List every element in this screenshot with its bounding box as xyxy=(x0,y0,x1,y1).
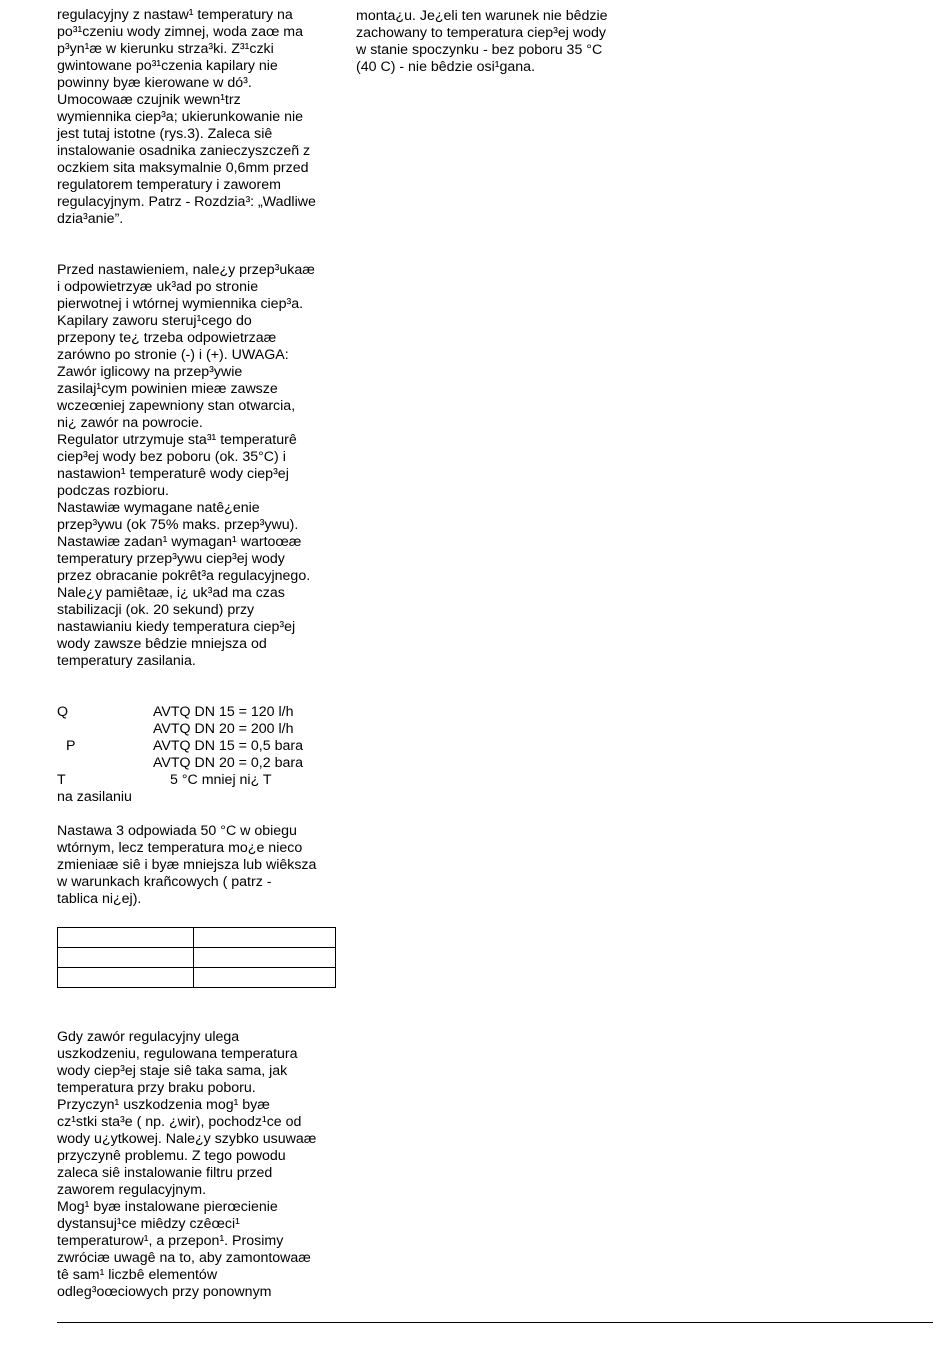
settings-table xyxy=(57,927,336,988)
text-line: (40 C) - nie bêdzie osi¹gana. xyxy=(356,59,536,75)
text-line: instalowanie osadnika zanieczyszczeñ z xyxy=(57,143,311,159)
table-row xyxy=(58,968,336,988)
text-line: Zawór iglicowy na przep³ywie xyxy=(57,364,243,380)
text-line: w stanie spoczynku - bez poboru 35 °C xyxy=(356,42,603,58)
text-line: jest tutaj istotne (rys.3). Zaleca siê xyxy=(57,126,273,142)
specifications xyxy=(57,704,342,806)
spec-label-t: T xyxy=(57,772,66,788)
left-column xyxy=(57,7,342,1301)
text-line: Kapilary zaworu steruj¹cego do xyxy=(57,313,252,329)
text-line: regulacyjnym. Patrz - Rozdzia³: „Wadliwe xyxy=(57,194,316,210)
text-line: zasilaj¹cym powinien mieæ zawsze xyxy=(57,381,278,397)
text-line: wody u¿ytkowej. Nale¿y szybko usuwaæ xyxy=(57,1131,317,1147)
text-line: odleg³oœciowych przy ponownym xyxy=(57,1284,272,1300)
table-cell xyxy=(194,928,336,948)
text-line: Nastawiæ wymagane natê¿enie xyxy=(57,500,260,516)
spec-row-t-note xyxy=(57,789,342,806)
text-line: zmieniaæ siê i byæ mniejsza lub wiêksza xyxy=(57,857,317,873)
text-line: przyczynê problemu. Z tego powodu xyxy=(57,1148,286,1164)
spec-value: AVTQ DN 20 = 200 l/h xyxy=(153,721,294,737)
spacer xyxy=(57,908,342,927)
table-cell xyxy=(194,948,336,968)
spec-note: na zasilaniu xyxy=(57,789,132,805)
table-cell xyxy=(194,968,336,988)
text-line: gwintowane po³¹czenia kapilary nie xyxy=(57,58,278,74)
table-cell xyxy=(58,948,194,968)
text-line: dzia³anie”. xyxy=(57,211,124,227)
text-line: Regulator utrzymuje sta³¹ temperaturê xyxy=(57,432,297,448)
spec-row-t xyxy=(57,772,342,789)
text-line: Gdy zawór regulacyjny ulega xyxy=(57,1029,240,1045)
text-line: w warunkach krañcowych ( patrz - xyxy=(57,874,272,890)
table-cell xyxy=(58,968,194,988)
text-line: temperaturow¹, a przepon¹. Prosimy xyxy=(57,1233,284,1249)
text-line: wody ciep³ej staje siê taka sama, jak xyxy=(57,1063,288,1079)
spacer xyxy=(57,806,342,823)
table-row xyxy=(58,948,336,968)
text-line: nastawion¹ temperaturê wody ciep³ej xyxy=(57,466,289,482)
text-line: temperatury zasilania. xyxy=(57,653,196,669)
text-line: temperatura przy braku poboru. xyxy=(57,1080,256,1096)
spacer xyxy=(57,988,342,1029)
continuation-paragraph xyxy=(356,8,636,76)
text-line: Nastawa 3 odpowiada 50 °C w obiegu xyxy=(57,823,297,839)
text-line: przep³ywu (ok 75% maks. przep³ywu). xyxy=(57,517,299,533)
text-line: Nastawiæ zadan¹ wymagan¹ wartoœæ xyxy=(57,534,302,550)
text-line: i odpowietrzyæ uk³ad po stronie xyxy=(57,279,259,295)
text-line: przez obracanie pokrêt³a regulacyjnego. xyxy=(57,568,311,584)
text-line: Nale¿y pamiêtaæ, i¿ uk³ad ma czas xyxy=(57,585,285,601)
text-line: tablica ni¿ej). xyxy=(57,891,142,907)
malfunction-paragraph xyxy=(57,1029,342,1301)
text-line: oczkiem sita maksymalnie 0,6mm przed xyxy=(57,160,309,176)
text-line: pierwotnej i wtórnej wymiennika ciep³a. xyxy=(57,296,304,312)
spec-value: AVTQ DN 15 = 0,5 bara xyxy=(153,738,303,754)
text-line: monta¿u. Je¿eli ten warunek nie bêdzie xyxy=(356,8,608,24)
text-line: zwróciæ uwagê na to, aby zamontowaæ xyxy=(57,1250,311,1266)
setting-paragraph xyxy=(57,823,342,908)
spec-value: AVTQ DN 15 = 120 l/h xyxy=(153,704,294,720)
text-line: temperatury przep³ywu ciep³ej wody xyxy=(57,551,285,567)
installation-paragraph xyxy=(57,7,342,228)
text-line: Umocowaæ czujnik wewn¹trz xyxy=(57,92,241,108)
spec-row-q-dn20 xyxy=(57,721,342,738)
text-line: powinny byæ kierowane w dó³. xyxy=(57,75,252,91)
text-line: ni¿ zawór na powrocie. xyxy=(57,415,203,431)
text-line: tê sam¹ liczbê elementów xyxy=(57,1267,218,1283)
text-line: zachowany to temperatura ciep³ej wody xyxy=(356,25,606,41)
spec-value: AVTQ DN 20 = 0,2 bara xyxy=(153,755,303,771)
text-line: nastawianiu kiedy temperatura ciep³ej xyxy=(57,619,296,635)
text-line: dystansuj¹ce miêdzy czêœci¹ xyxy=(57,1216,240,1232)
text-line: podczas rozbioru. xyxy=(57,483,169,499)
table-row xyxy=(58,928,336,948)
spec-label-p: P xyxy=(66,738,76,754)
text-line: wczeœniej zapewniony stan otwarcia, xyxy=(57,398,296,414)
text-line: Przyczyn¹ uszkodzenia mog¹ byæ xyxy=(57,1097,270,1113)
text-line: wymiennika ciep³a; ukierunkowanie nie xyxy=(57,109,304,125)
setup-paragraph xyxy=(57,262,342,670)
right-column xyxy=(356,8,636,76)
text-line: zaleca siê instalowanie filtru przed xyxy=(57,1165,273,1181)
spec-row-q-dn15 xyxy=(57,704,342,721)
spacer xyxy=(57,670,342,704)
spec-label-q: Q xyxy=(57,704,69,720)
text-line: Mog¹ byæ instalowane pierœcienie xyxy=(57,1199,278,1215)
text-line: wody zawsze bêdzie mniejsza od xyxy=(57,636,267,652)
text-line: p³yn¹æ w kierunku strza³ki. Z³¹czki xyxy=(57,41,274,57)
spec-row-p-dn15 xyxy=(57,738,342,755)
text-line: zaworem regulacyjnym. xyxy=(57,1182,207,1198)
text-line: zarówno po stronie (-) i (+). UWAGA: xyxy=(57,347,289,363)
table-cell xyxy=(58,928,194,948)
text-line: ciep³ej wody bez poboru (ok. 35°C) i xyxy=(57,449,286,465)
text-line: Przed nastawieniem, nale¿y przep³ukaæ xyxy=(57,262,315,278)
text-line: uszkodzeniu, regulowana temperatura xyxy=(57,1046,298,1062)
spacer xyxy=(57,228,342,262)
text-line: stabilizacji (ok. 20 sekund) przy xyxy=(57,602,255,618)
text-line: regulatorem temperatury i zaworem xyxy=(57,177,281,193)
text-line: przepony te¿ trzeba odpowietrzaæ xyxy=(57,330,277,346)
text-line: po³¹czeniu wody zimnej, woda zaœ ma xyxy=(57,24,304,40)
footer-divider xyxy=(57,1322,933,1323)
text-line: regulacyjny z nastaw¹ temperatury na xyxy=(57,7,293,23)
spec-row-p-dn20 xyxy=(57,755,342,772)
spec-value: 5 °C mniej ni¿ T xyxy=(170,772,272,788)
text-line: cz¹stki sta³e ( np. ¿wir), pochodz¹ce od xyxy=(57,1114,302,1130)
text-line: wtórnym, lecz temperatura mo¿e nieco xyxy=(57,840,303,856)
